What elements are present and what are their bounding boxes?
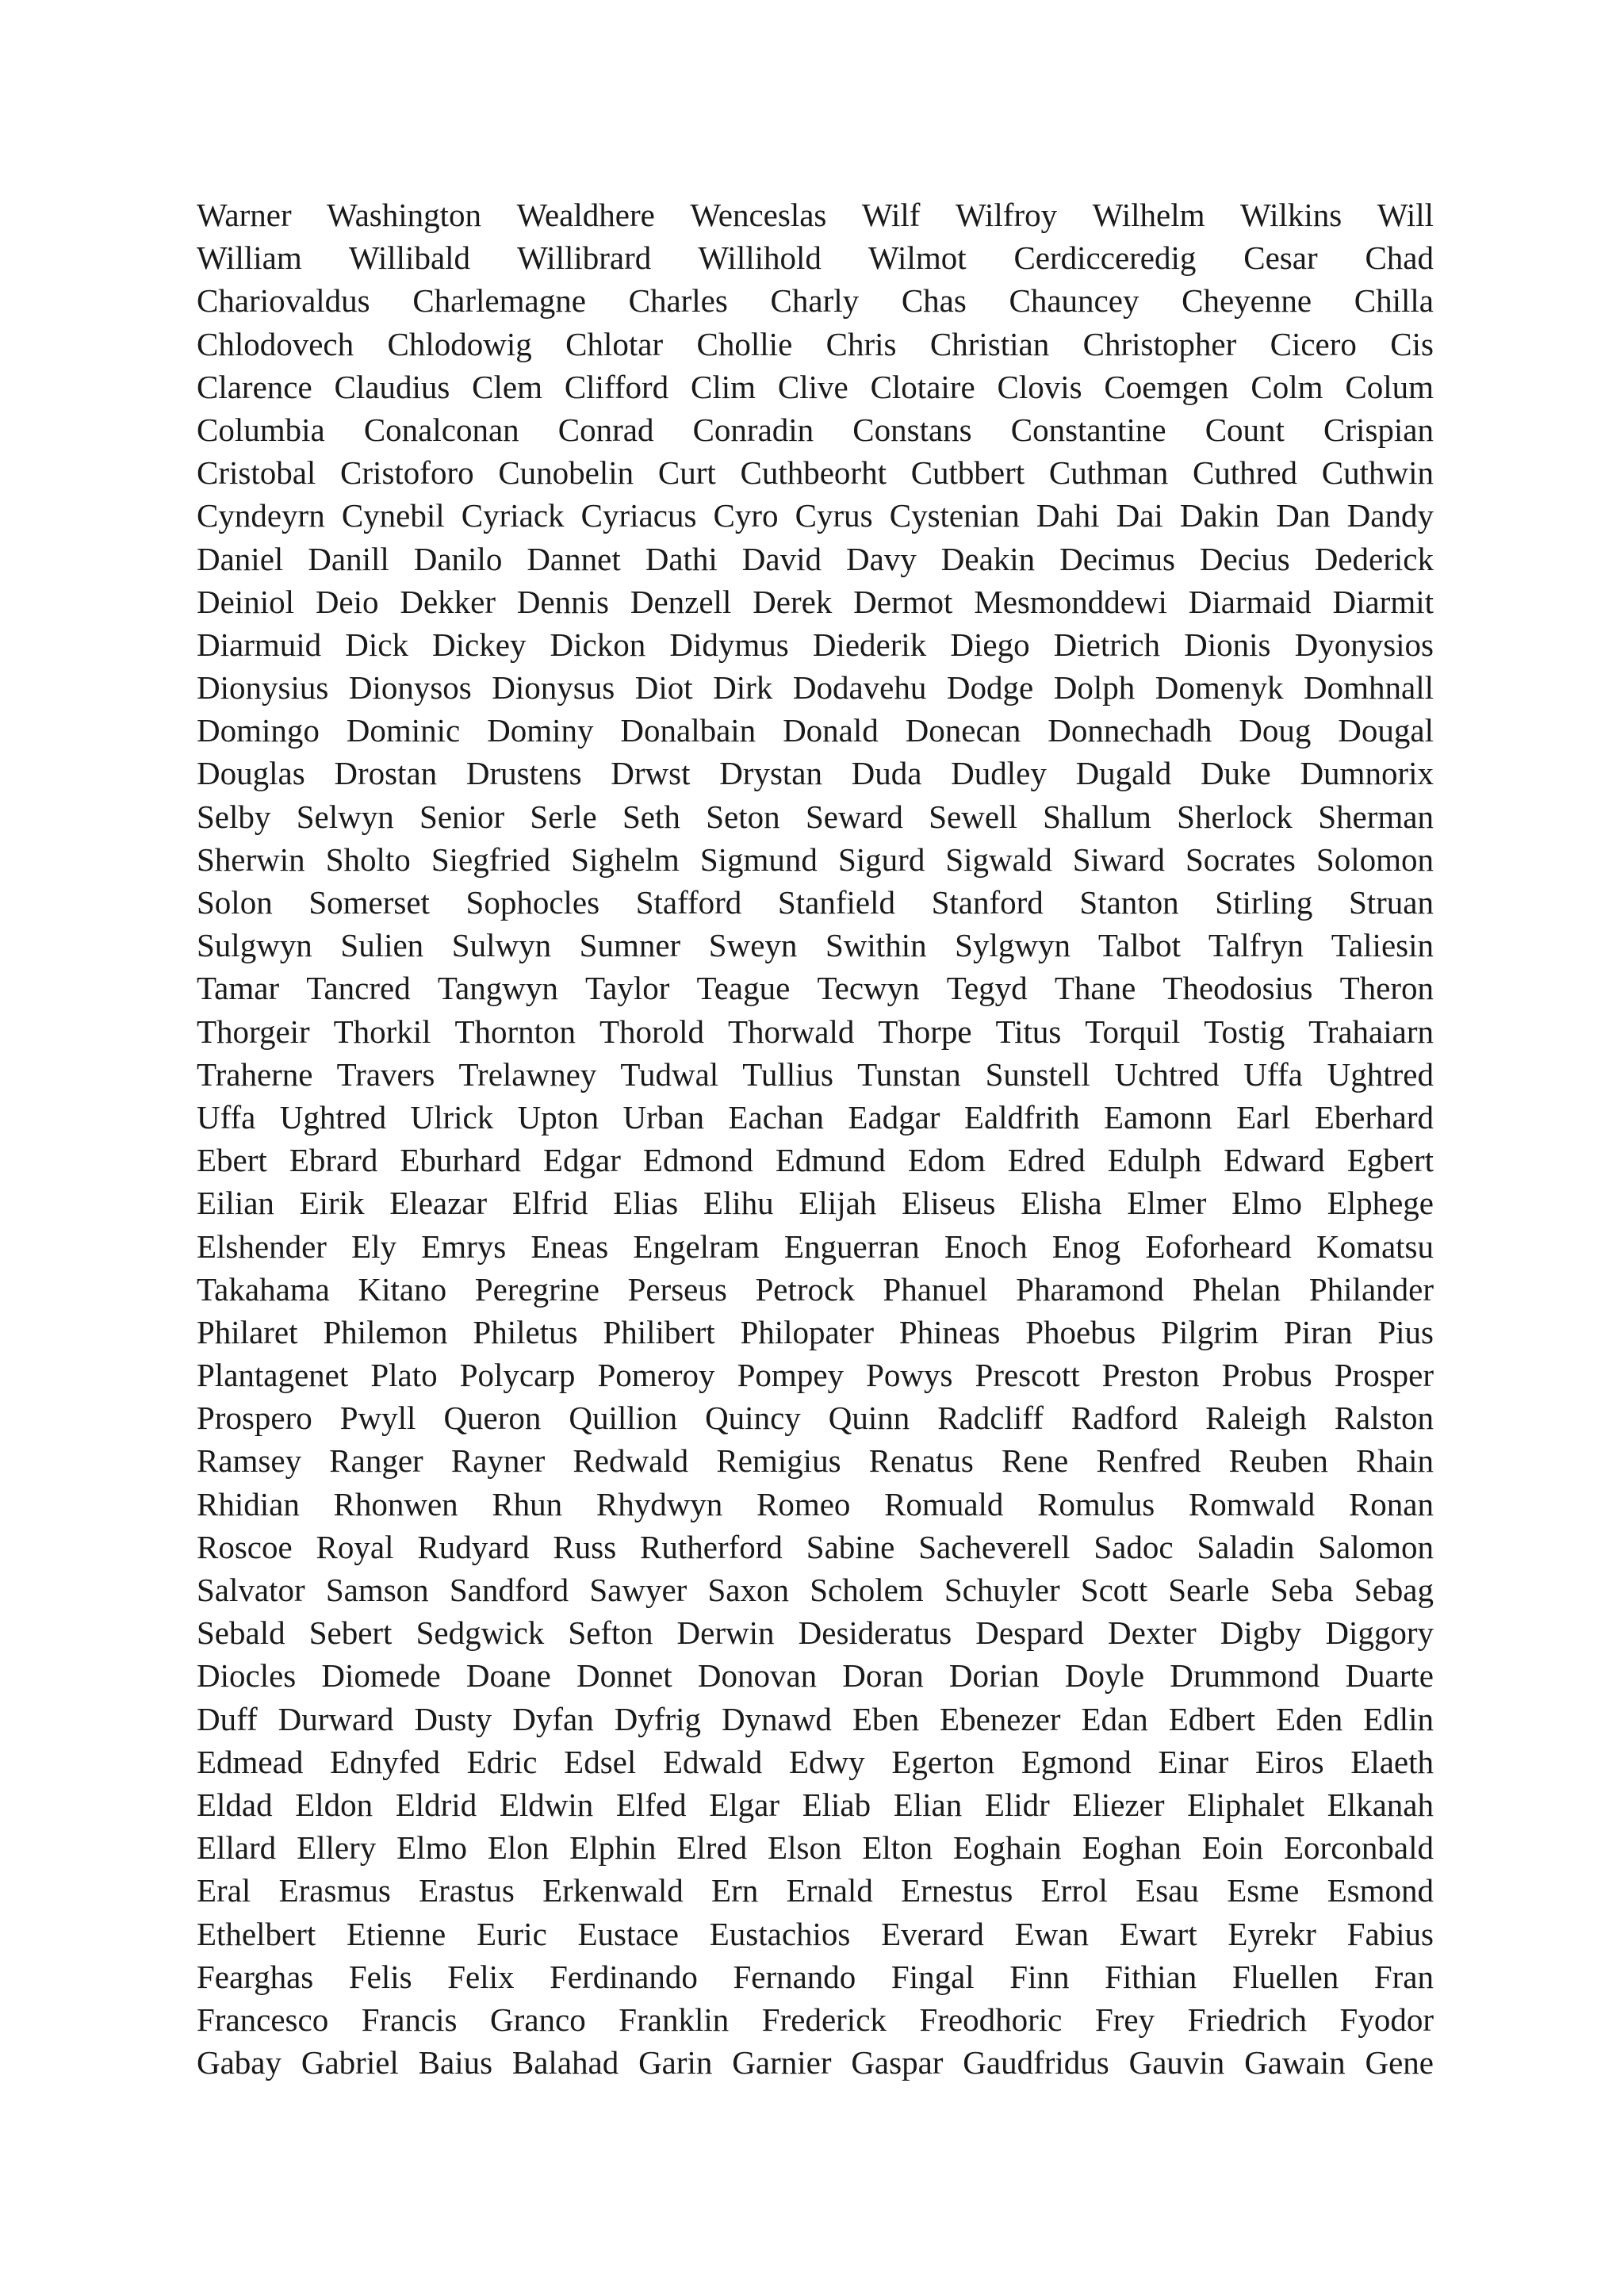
text-line: Selby Selwyn Senior Serle Seth Seton Seward Sewell Shallum Sherlock Sherman <box>197 798 1434 835</box>
text-line: Douglas Drostan Drustens Drwst Drystan Duda Dudley Dugald Duke Dumnorix <box>197 755 1434 792</box>
text-line: William Willibald Willibrard Willihold Wilmot Cerdicceredig Cesar Chad <box>197 239 1434 277</box>
text-line: Solon Somerset Sophocles Stafford Stanfield Stanford Stanton Stirling Struan <box>197 884 1434 921</box>
text-line: Chlodovech Chlodowig Chlotar Chollie Chris Christian Christopher Cicero Cis <box>197 325 1434 362</box>
text-line: Dionysius Dionysos Dionysus Diot Dirk Dodavehu Dodge Dolph Domenyk Domhnall <box>197 669 1434 707</box>
text-line: Edmead Ednyfed Edric Edsel Edwald Edwy Egerton Egmond Einar Eiros Elaeth <box>197 1743 1434 1780</box>
text-line: Duff Durward Dusty Dyfan Dyfrig Dynawd Eben Ebenezer Edan Edbert Eden Edlin <box>197 1700 1434 1737</box>
text-line: Eldad Eldon Eldrid Eldwin Elfed Elgar Eliab Elian Elidr Eliezer Eliphalet Elkanah <box>197 1786 1434 1823</box>
text-line: Sulgwyn Sulien Sulwyn Sumner Sweyn Swithin Sylgwyn Talbot Talfryn Taliesin <box>197 927 1434 964</box>
text-line: Chariovaldus Charlemagne Charles Charly Chas Chauncey Cheyenne Chilla <box>197 282 1434 320</box>
text-line: Diocles Diomede Doane Donnet Donovan Doran Dorian Doyle Drummond Duarte <box>197 1657 1434 1695</box>
text-line: Traherne Travers Trelawney Tudwal Tullius Tunstan Sunstell Uchtred Uffa Ughtred <box>197 1055 1434 1093</box>
text-line: Eilian Eirik Eleazar Elfrid Elias Elihu Elijah Eliseus Elisha Elmer Elmo Elphege <box>197 1185 1434 1222</box>
text-line: Deiniol Deio Dekker Dennis Denzell Derek Dermot Mesmonddewi Diarmaid Diarmit <box>197 583 1434 620</box>
text-line: Daniel Danill Danilo Dannet Dathi David Davy Deakin Decimus Decius Dederick <box>197 540 1434 577</box>
text-line: Cristobal Cristoforo Cunobelin Curt Cuthbeorht Cutbbert Cuthman Cuthred Cuthwin <box>197 454 1434 492</box>
text-line: Tamar Tancred Tangwyn Taylor Teague Tecwyn Tegyd Thane Theodosius Theron <box>197 970 1434 1007</box>
text-line: Warner Washington Wealdhere Wenceslas Wilf Wilfroy Wilhelm Wilkins Will <box>197 197 1434 233</box>
text-line: Takahama Kitano Peregrine Perseus Petrock Phanuel Pharamond Phelan Philander <box>197 1270 1434 1308</box>
text-line: Salvator Samson Sandford Sawyer Saxon Scholem Schuyler Scott Searle Seba Sebag <box>197 1572 1434 1608</box>
text-line: Prospero Pwyll Queron Quillion Quincy Quinn Radcliff Radford Raleigh Ralston <box>197 1400 1434 1437</box>
text-line: Rhidian Rhonwen Rhun Rhydwyn Romeo Romuald Romulus Romwald Ronan <box>197 1485 1434 1522</box>
text-line: Ethelbert Etienne Euric Eustace Eustachios Everard Ewan Ewart Eyrekr Fabius <box>197 1915 1434 1952</box>
text-line: Fearghas Felis Felix Ferdinando Fernando Fingal Finn Fithian Fluellen Fran <box>197 1958 1434 1995</box>
text-line: Cyndeyrn Cynebil Cyriack Cyriacus Cyro Cyrus Cystenian Dahi Dai Dakin Dan Dandy <box>197 497 1434 534</box>
text-line: Francesco Francis Granco Franklin Frederick Freodhoric Frey Friedrich Fyodor <box>197 2001 1434 2038</box>
text-line: Elshender Ely Emrys Eneas Engelram Enguerran Enoch Enog Eoforheard Komatsu <box>197 1227 1434 1265</box>
text-line: Ellard Ellery Elmo Elon Elphin Elred Elson Elton Eoghain Eoghan Eoin Eorconbald <box>197 1829 1434 1867</box>
text-line: Columbia Conalconan Conrad Conradin Constans Constantine Count Crispian <box>197 411 1434 448</box>
text-line: Ramsey Ranger Rayner Redwald Remigius Renatus Rene Renfred Reuben Rhain <box>197 1442 1434 1480</box>
text-line: Gabay Gabriel Baius Balahad Garin Garnier Gaspar Gaudfridus Gauvin Gawain Gene <box>197 2044 1434 2081</box>
body-text <box>197 193 1434 2084</box>
text-line: Sebald Sebert Sedgwick Sefton Derwin Desideratus Despard Dexter Digby Diggory <box>197 1614 1434 1652</box>
text-line: Clarence Claudius Clem Clifford Clim Clive Clotaire Clovis Coemgen Colm Colum <box>197 368 1434 405</box>
text-line: Diarmuid Dick Dickey Dickon Didymus Diederik Diego Dietrich Dionis Dyonysios <box>197 626 1434 663</box>
text-line: Thorgeir Thorkil Thornton Thorold Thorwald Thorpe Titus Torquil Tostig Trahaiarn <box>197 1013 1434 1050</box>
text-line: Roscoe Royal Rudyard Russ Rutherford Sabine Sacheverell Sadoc Saladin Salomon <box>197 1528 1434 1565</box>
text-line: Ebert Ebrard Eburhard Edgar Edmond Edmund Edom Edred Edulph Edward Egbert <box>197 1142 1434 1179</box>
text-line: Uffa Ughtred Ulrick Upton Urban Eachan Eadgar Ealdfrith Eamonn Earl Eberhard <box>197 1098 1434 1136</box>
text-line: Domingo Dominic Dominy Donalbain Donald Donecan Donnechadh Doug Dougal <box>197 712 1434 749</box>
text-line: Sherwin Sholto Siegfried Sighelm Sigmund Sigurd Sigwald Siward Socrates Solomon <box>197 841 1434 878</box>
text-line: Philaret Philemon Philetus Philibert Philopater Phineas Phoebus Pilgrim Piran Pius <box>197 1313 1434 1350</box>
text-line: Plantagenet Plato Polycarp Pomeroy Pompey Powys Prescott Preston Probus Prosper <box>197 1357 1434 1394</box>
text-line: Eral Erasmus Erastus Erkenwald Ern Ernald Ernestus Errol Esau Esme Esmond <box>197 1872 1434 1909</box>
